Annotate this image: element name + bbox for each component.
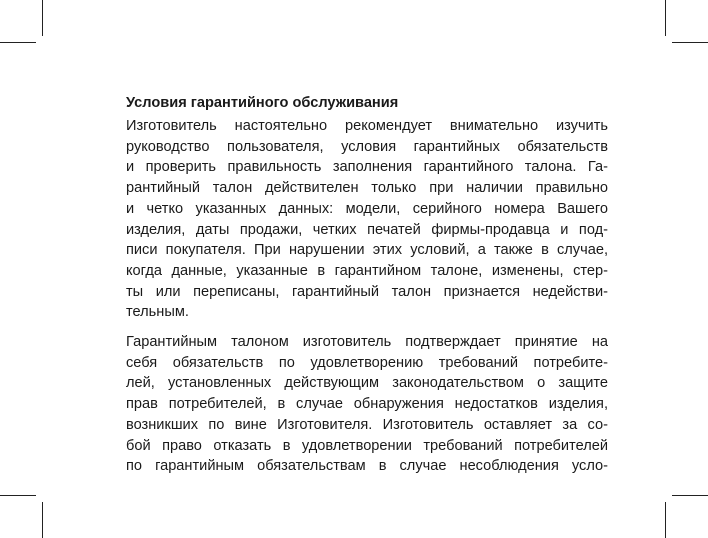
text-line: рантийный талон действителен только при наличии правильно <box>126 180 608 197</box>
text-line: руководство пользователя, условия гарантийных обязательств <box>126 138 608 155</box>
text-line: Гарантийным талоном изготовитель подтверждает принятие на <box>126 334 608 351</box>
paragraph-1 <box>126 116 608 323</box>
text-line: Изготовитель настоятельно рекомендует внимательно изучить <box>126 118 608 134</box>
crop-mark-bottom-left-vertical <box>42 502 43 538</box>
crop-mark-bottom-left-horizontal <box>0 495 36 496</box>
crop-mark-top-left-vertical <box>42 0 43 36</box>
crop-mark-bottom-right-horizontal <box>672 495 708 496</box>
crop-mark-top-right-vertical <box>665 0 666 36</box>
crop-mark-top-left-horizontal <box>0 42 36 43</box>
text-line: когда данные, указанные в гарантийном талоне, изменены, стер- <box>126 262 608 279</box>
text-line: возникших по вине Изготовителя. Изготовитель оставляет за со- <box>126 416 608 433</box>
crop-mark-bottom-right-vertical <box>665 502 666 538</box>
warranty-conditions-section <box>126 92 608 477</box>
text-line: писи покупателя. При нарушении этих условий, а также в случае, <box>126 242 608 259</box>
text-line: бой право отказать в удовлетворении требований потребителей <box>126 437 608 454</box>
text-line: лей, установленных действующим законодательством о защите <box>126 375 608 392</box>
text-line: тельным. <box>126 304 189 321</box>
text-line: и проверить правильность заполнения гарантийного талона. Га- <box>126 159 608 176</box>
text-line: прав потребителей, в случае обнаружения недостатков изделия, <box>126 396 608 413</box>
text-line: ты или переписаны, гарантийный талон признается недействи- <box>126 283 608 300</box>
paragraph-2 <box>126 332 608 477</box>
text-line: изделия, даты продажи, четких печатей фирмы-продавца и под- <box>126 221 608 238</box>
text-line: и четко указанных данных: модели, серийного номера Вашего <box>126 200 608 217</box>
section-title: Условия гарантийного обслуживания <box>126 95 399 111</box>
text-line: себя обязательств по удовлетворению требований потребите- <box>126 354 608 371</box>
crop-mark-top-right-horizontal <box>672 42 708 43</box>
text-line: по гарантийным обязательствам в случае несоблюдения усло- <box>126 458 608 475</box>
